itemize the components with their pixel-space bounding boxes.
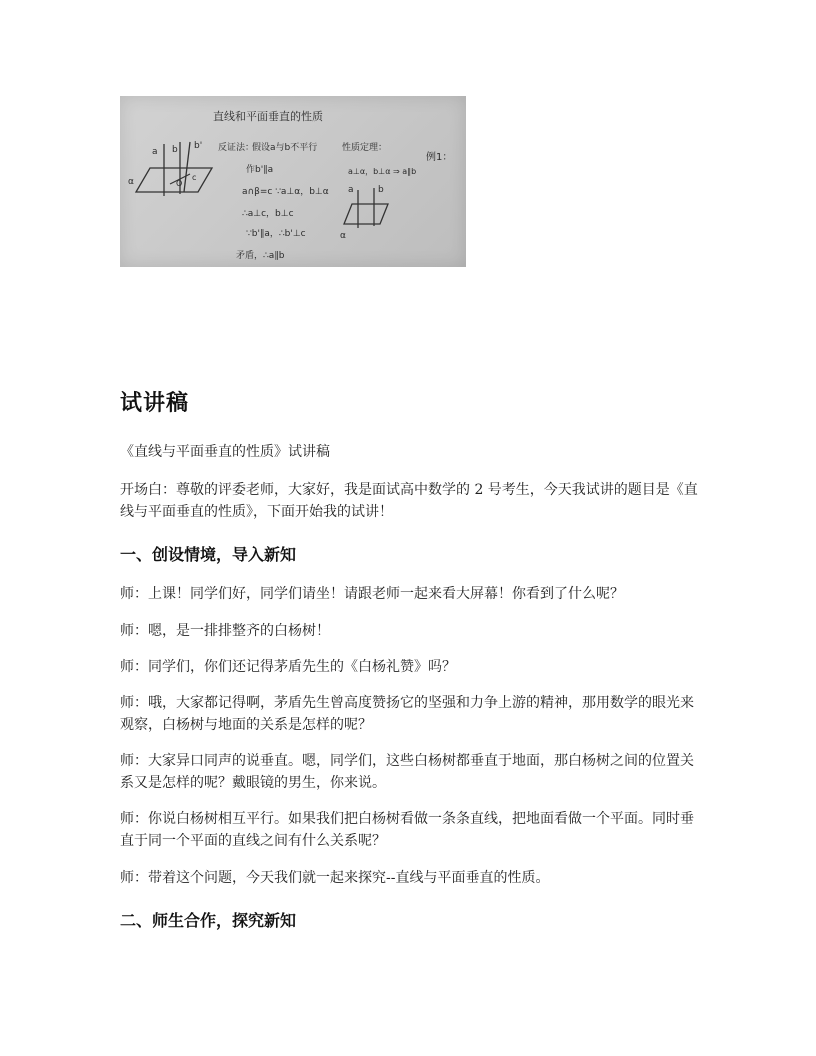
dialogue-paragraph-5: 师：大家异口同声的说垂直。嗯，同学们，这些白杨树都垂直于地面，那白杨树之间的位置关系又是怎样的呢？戴眼镜的男生，你来说。: [120, 753, 694, 791]
proof-line-4: ∴a⊥c，b⊥c: [242, 209, 294, 219]
fig2-label-b: b: [378, 185, 384, 195]
dialogue-paragraph-7: 师：带着这个问题，今天我们就一起来探究--直线与平面垂直的性质。: [120, 870, 550, 886]
plane-alpha-shape: [136, 168, 212, 192]
fig-label-alpha: α: [128, 177, 134, 187]
section-heading-2: 二、师生合作，探究新知: [120, 911, 297, 930]
proof-line-6: 矛盾，∴a∥b: [236, 251, 285, 261]
proof-line-2: 作b'∥a: [246, 165, 274, 175]
fig-label-a: a: [152, 147, 158, 157]
proof-label: 反证法：: [218, 143, 255, 153]
fig-label-b: b: [172, 145, 178, 155]
proof-line-3: a∩β=c ∵a⊥α，b⊥α: [242, 187, 329, 197]
theorem-line: a⊥α，b⊥α ⇒ a∥b: [348, 167, 417, 176]
notes-drawing: [120, 96, 466, 267]
handwritten-notes-photo: [120, 96, 466, 267]
proof-line-5: ∵b'∥a，∴b'⊥c: [246, 229, 306, 239]
fig-label-b-prime: b': [194, 141, 203, 151]
dialogue-paragraph-1: 师：上课！同学们好，同学们请坐！请跟老师一起来看大屏幕！你看到了什么呢？: [120, 586, 624, 602]
line-b-prime-shape: [184, 142, 190, 192]
theorem-label: 性质定理：: [342, 143, 388, 153]
section-heading-1: 一、创设情境，导入新知: [120, 545, 297, 564]
page-title: 试讲稿: [120, 391, 190, 416]
subtitle-paragraph: 《直线与平面垂直的性质》试讲稿: [120, 444, 330, 460]
dialogue-paragraph-6: 师：你说白杨树相互平行。如果我们把白杨树看做一条条直线，把地面看做一个平面。同时垂直于同一个平面的直线之间有什么关系呢？: [120, 811, 694, 849]
dialogue-paragraph-4: 师：哦，大家都记得啊，茅盾先生曾高度赞扬它的坚强和力争上游的精神，那用数学的眼光来观察，白杨树与地面的关系是怎样的呢？: [120, 695, 694, 733]
proof-line-1: 假设a与b不平行: [252, 143, 318, 153]
opening-paragraph: 开场白：尊敬的评委老师，大家好，我是面试高中数学的 2 号考生，今天我试讲的题目是《直线与平面垂直的性质》，下面开始我的试讲！: [120, 482, 698, 520]
fig-label-c: c: [192, 173, 197, 182]
plane-alpha-2-shape: [344, 204, 388, 224]
dialogue-paragraph-2: 师：嗯，是一排排整齐的白杨树！: [120, 623, 330, 639]
fig2-label-a: a: [348, 185, 354, 195]
fig-label-o: O: [176, 179, 183, 188]
dialogue-paragraph-3: 师：同学们，你们还记得茅盾先生的《白杨礼赞》吗？: [120, 659, 456, 675]
example-label: 例1：: [426, 152, 453, 163]
fig2-label-alpha: α: [340, 231, 346, 241]
notes-heading: 直线和平面垂直的性质: [213, 110, 323, 123]
